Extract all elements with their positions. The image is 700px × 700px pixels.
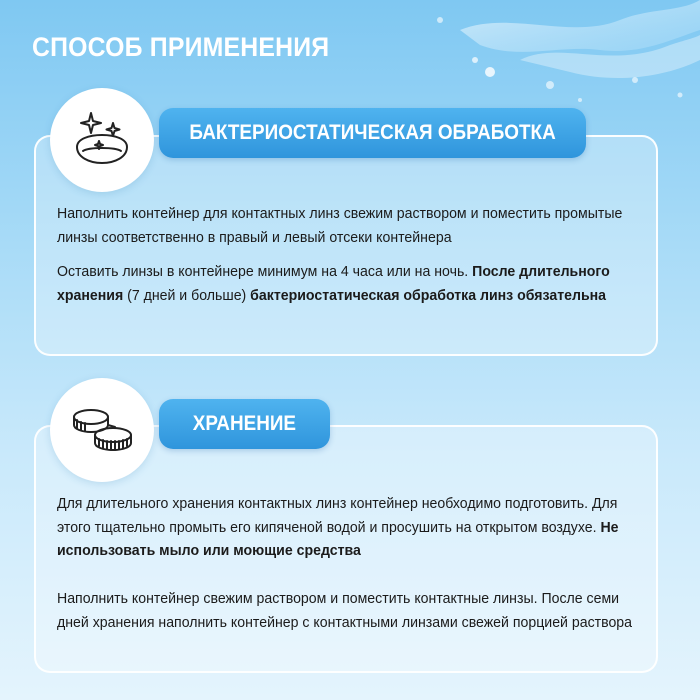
- water-splash-decoration: [370, 0, 700, 110]
- storage-step-1-text: Для длительного хранения контактных линз контейнер необходимо подготовить. Для этого тщательно промыть его кипяченой водой и просушить на открытом воздухе.: [57, 495, 618, 536]
- icon-badge-sterilization: [50, 88, 154, 192]
- sterilization-step-2-bold-a: После длительного хранения: [57, 263, 610, 304]
- icon-badge-storage: [50, 378, 154, 482]
- sterilization-step-2-text-a: Оставить линзы в контейнере минимум на 4 часа или на ночь.: [57, 263, 473, 280]
- sterilization-step-2: [57, 260, 652, 307]
- sterilization-step-1: Наполнить контейнер для контактных линз свежим раствором и поместить промытые линзы соответственно в правый и левый отсеки контейнера: [57, 205, 623, 246]
- lens-case-icon: [67, 397, 137, 463]
- section-heading-storage-label: ХРАНЕНИЕ: [192, 412, 297, 435]
- sparkle-lens-icon: [69, 107, 135, 173]
- sterilization-step-2-text-b: (7 дней и больше): [123, 286, 251, 304]
- storage-step-1: [57, 492, 652, 563]
- storage-step-2: Наполнить контейнер свежим раствором и поместить контактные линзы. После семи дней хранения наполнить контейнер с контактными линзами свежей порцией раствора: [57, 590, 633, 631]
- section-heading-sterilization-label: БАКТЕРИОСТАТИЧЕСКАЯ ОБРАБОТКА: [189, 121, 556, 144]
- section-heading-sterilization: [159, 108, 586, 158]
- sterilization-step-2-bold-b: бактериостатическая обработка линз обязательна: [250, 286, 607, 304]
- section-heading-storage: [159, 399, 330, 449]
- page-title: СПОСОБ ПРИМЕНЕНИЯ: [32, 32, 330, 62]
- storage-step-1-bold: Не использовать мыло или моющие средства: [57, 518, 619, 559]
